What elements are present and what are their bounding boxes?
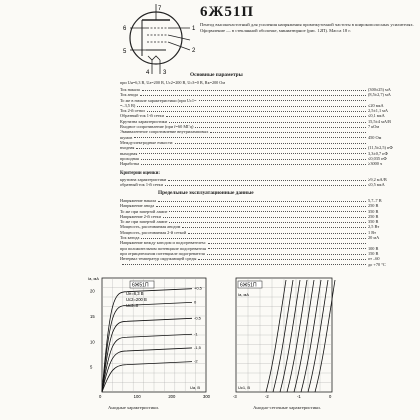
leader-dots <box>139 153 366 154</box>
param-value: ≥3000 ч <box>368 161 383 167</box>
limits-heading: Предельные эксплуатационные данные <box>158 190 254 196</box>
param-label: проходная <box>120 155 139 161</box>
leader-dots <box>122 264 366 265</box>
leader-dots <box>168 180 366 181</box>
criteria-list <box>120 177 420 188</box>
leader-dots <box>169 211 366 212</box>
param-value: 250 В <box>368 203 379 209</box>
x-tick-label: 100 <box>133 394 141 399</box>
param-value: 350 В <box>368 208 379 214</box>
param-label: обратный ток 1-й сетки <box>120 182 163 188</box>
param-value: 100 В <box>368 245 379 251</box>
leader-dots <box>142 90 366 91</box>
param-label: при отрицательном потенциале подогревателя <box>120 250 205 256</box>
param-value: (11,5±2,5) пФ <box>368 145 393 151</box>
param-value: (8,5±2,7) мА <box>368 92 391 98</box>
curve-label: -1,5 <box>194 344 201 350</box>
param-value: 350 В <box>368 219 379 225</box>
chart-note: Uн=6,3 В <box>126 291 144 296</box>
y-axis-label: Iа, мА <box>88 276 99 281</box>
curve-label: -1 <box>194 331 198 337</box>
leader-dots <box>165 185 366 186</box>
param-value: 5,7–7 В <box>368 198 382 203</box>
curve-label: +0,5 <box>194 285 202 291</box>
param-label: Ток катода <box>120 235 140 241</box>
leader-dots <box>163 217 366 218</box>
param-label: Мощность, рассеиваемая анодом <box>120 224 181 230</box>
page-title: 6Ж51П <box>200 4 254 20</box>
param-label: крутизна характеристики <box>120 177 167 182</box>
param-label: Ток накала <box>120 87 140 92</box>
leader-dots <box>141 159 366 160</box>
param-label: шумов <box>120 134 133 140</box>
leader-dots <box>141 164 366 165</box>
leader-dots <box>156 206 366 207</box>
x-tick-label: -1 <box>297 394 301 399</box>
x-tick-label: 0 <box>99 394 102 399</box>
chart-tag: 6Ж51П <box>132 282 149 289</box>
x-tick-label: 300 <box>203 394 210 399</box>
param-value: ≤0,5 мкА <box>368 182 385 188</box>
chart-note: Uс3=0 <box>126 303 139 308</box>
pin-label: 5 <box>123 49 127 55</box>
leader-dots <box>141 238 366 239</box>
param-label: То же при запертой лампе <box>120 208 168 214</box>
leader-dots <box>158 201 366 202</box>
param-label: Междуэлектродные емкости: <box>120 139 174 145</box>
anode-curve <box>102 362 192 392</box>
param-label: входная <box>120 145 135 151</box>
param-label: Входное сопротивление (при f=60 МГц) <box>120 124 194 130</box>
chart-note: Uс2=200 В <box>126 297 147 302</box>
y-tick-label: 10 <box>90 339 95 345</box>
pin-label: 6 <box>123 26 127 32</box>
pin-label: 4 <box>146 70 150 76</box>
leader-dots <box>188 233 366 234</box>
y-tick-label: 20 <box>90 288 95 294</box>
leader-dots <box>198 259 366 260</box>
curve-label: 0 <box>194 299 197 305</box>
curve-label: -0,5 <box>194 315 201 321</box>
criteria-heading: Критерии оценки: <box>120 171 160 176</box>
grid-curve <box>266 280 286 392</box>
main-params-list <box>120 87 420 166</box>
param-value: 250 В <box>368 213 379 219</box>
param-value: 2,5±1,1 мА <box>368 108 388 114</box>
param-value: от –60 <box>368 256 380 262</box>
y-axis-label: Iа, мА <box>238 292 249 297</box>
param-value: 7 кОм <box>368 124 380 130</box>
anode-characteristics-chart <box>88 272 210 402</box>
leader-dots <box>207 254 366 255</box>
curve-label: -2 <box>194 358 198 364</box>
leader-dots <box>208 243 366 244</box>
main-params-heading: Основные параметры <box>190 72 243 78</box>
param-value: до +70 °С <box>368 261 386 267</box>
chart-tag: 6Ж51П <box>240 282 257 289</box>
pin-label: 7 <box>158 6 162 12</box>
leader-dots <box>140 95 366 96</box>
leader-dots <box>210 132 366 133</box>
param-value: 1 Вт <box>368 229 376 235</box>
leader-dots <box>147 111 366 112</box>
param-label: Интервал температур окружающей среды <box>120 256 197 262</box>
x-tick-label: -3 <box>233 394 237 399</box>
leader-dots <box>199 100 367 101</box>
param-label: Ток анода <box>120 92 138 98</box>
param-label: Мощность, рассеиваемая 2-й сеткой <box>120 229 187 235</box>
leader-dots <box>166 116 366 117</box>
anode-curve <box>102 334 192 392</box>
x-tick-label: 0 <box>329 394 332 399</box>
leader-dots <box>208 248 366 249</box>
param-value: 3,3±0,7 пФ <box>368 150 388 156</box>
param-value: ≤0,035 пФ <box>368 155 387 161</box>
param-label: То же при запертой лампе <box>120 219 168 225</box>
param-label: Ток 2-й сетки <box>120 108 145 114</box>
x-tick-label: 200 <box>168 394 176 399</box>
param-value: ≥9,2 мА/В <box>368 177 387 182</box>
x-axis-label: Uс1, В <box>238 385 251 390</box>
chart1-caption: Анодные характеристики. <box>108 405 159 410</box>
anode-curve <box>102 348 192 392</box>
chart2-caption: Анодно-сеточные характеристики. <box>253 405 321 410</box>
param-label: Напряжение накала <box>120 198 157 203</box>
param-row <box>120 182 420 187</box>
param-label: =–3,5 В) <box>120 102 136 108</box>
param-value: 2,5 Вт <box>368 224 380 230</box>
conditions-line: при Uн=6,3 В, Uа=200 В, Uс2=200 В, Uс3=0 В, Rк=200 Ом <box>120 80 225 85</box>
x-axis-label: Uа, В <box>190 385 201 390</box>
param-row <box>120 161 420 166</box>
param-label: Напряжение 2-й сетки <box>120 213 161 219</box>
param-label: Крутизна характеристики <box>120 118 168 124</box>
anode-curve <box>102 302 192 392</box>
leader-dots <box>169 222 366 223</box>
param-value: ≤0,1 мкА <box>368 113 385 119</box>
param-value: ≤20 мкА <box>368 102 384 108</box>
anode-grid-characteristics-chart <box>228 272 338 402</box>
leader-dots <box>136 148 366 149</box>
param-value: 150 В <box>368 250 379 256</box>
pin-label: 1 <box>192 26 196 32</box>
param-row <box>120 262 420 267</box>
param-label: Эквивалентное сопротивление внутриламповых <box>120 129 209 135</box>
pin-label: 2 <box>192 48 196 54</box>
tube-pinout-diagram <box>120 2 200 76</box>
x-tick-label: -2 <box>265 394 269 399</box>
leader-dots <box>137 106 366 107</box>
param-label: То же в начале характеристики (при Uс1= <box>120 97 197 103</box>
param-value: 450 Ом <box>368 134 382 140</box>
tube-description: Пентод высокочастотный для усиления напряжения промежуточной частоты в широкополосных усилителях. Оформление — в стеклянной оболочке, миниатюрное (рис. 12П). Масса 18 г. <box>200 22 414 34</box>
pin-label: 3 <box>163 70 167 76</box>
param-value: 20 мА <box>368 235 380 241</box>
leader-dots <box>134 137 366 138</box>
leader-dots <box>195 127 366 128</box>
param-label: выходная <box>120 150 138 156</box>
param-value: (300±25) мА <box>368 87 391 92</box>
y-tick-label: 15 <box>90 314 95 319</box>
leader-dots <box>169 122 366 123</box>
param-label: Напряжение анода <box>120 203 155 209</box>
leader-dots <box>175 143 366 144</box>
limits-list <box>120 198 420 267</box>
param-label: Наработка <box>120 161 140 167</box>
param-value: 15,5±4 мА/В <box>368 118 391 124</box>
y-tick-label: 5 <box>90 364 93 370</box>
param-label: при положительном потенциале подогревателя <box>120 245 207 251</box>
param-label: Обратный ток 1-й сетки <box>120 113 164 119</box>
param-label: Напряжение между катодом и подогревателем: <box>120 240 206 246</box>
leader-dots <box>182 227 366 228</box>
